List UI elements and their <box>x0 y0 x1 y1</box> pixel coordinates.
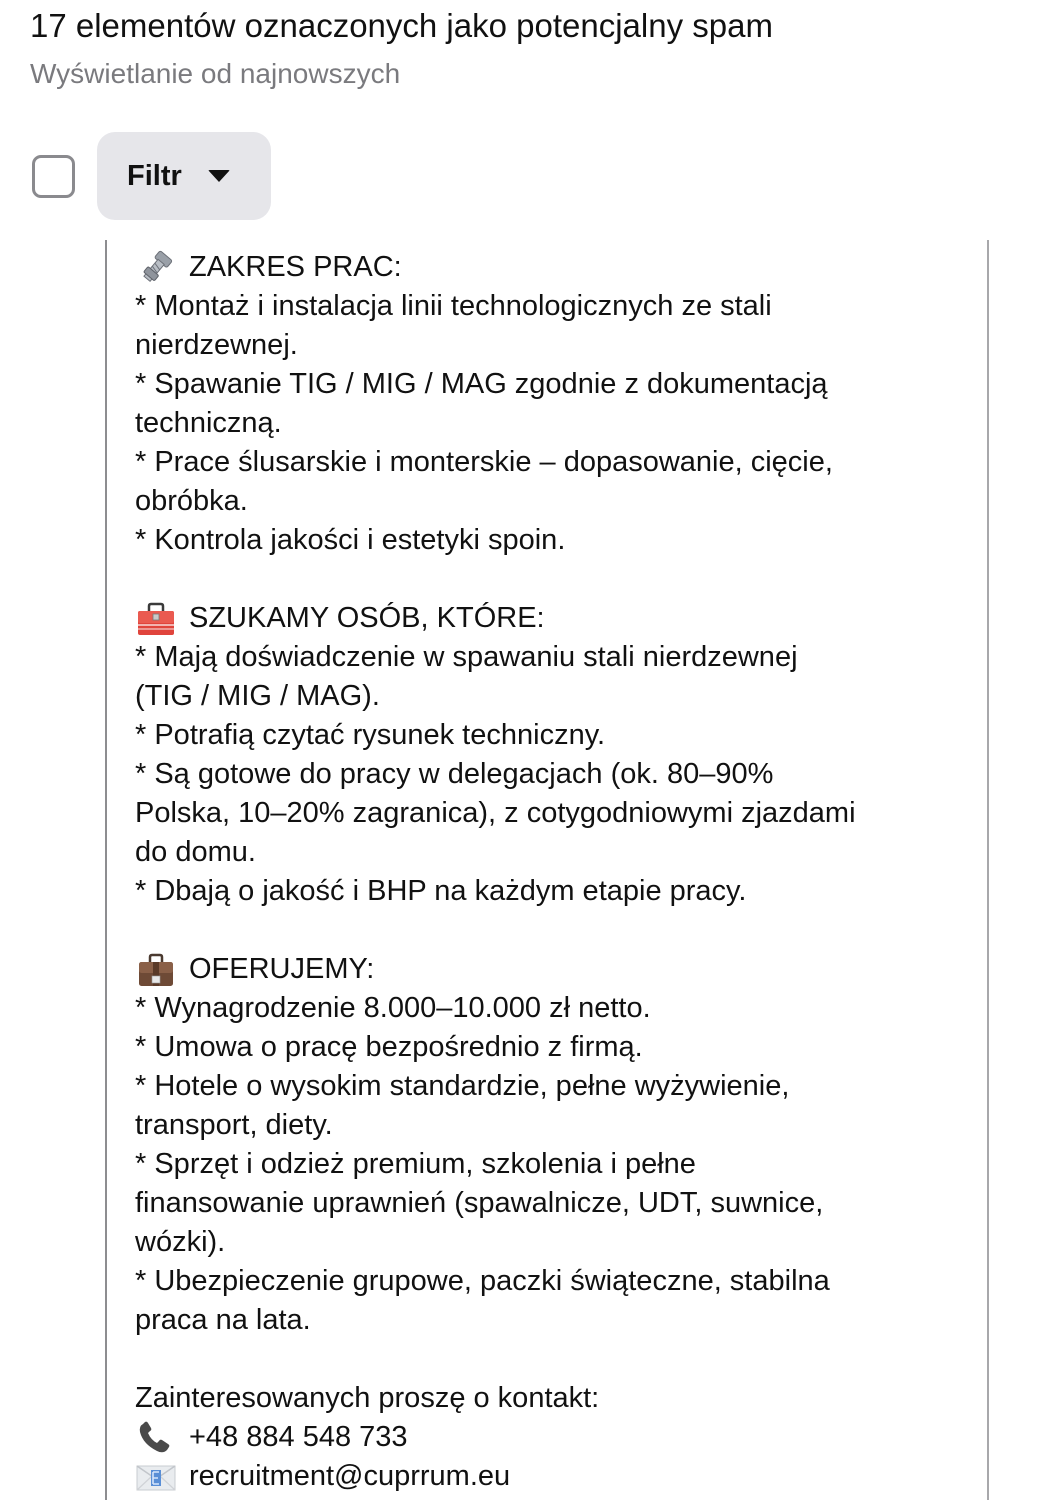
section-heading <box>135 599 987 638</box>
post-content <box>105 240 989 1500</box>
post-line: * Umowa o pracę bezpośrednio z firmą. <box>135 1031 643 1063</box>
blank-line <box>135 560 987 599</box>
toolbox-icon <box>135 601 177 637</box>
blank-line <box>135 911 987 950</box>
section-heading-text: ZAKRES PRAC: <box>189 251 402 283</box>
post-line: * Są gotowe do pracy w delegacjach (ok. 80–90% <box>135 758 774 790</box>
post-line: nierdzewnej. <box>135 329 298 361</box>
section-heading <box>135 950 987 989</box>
nut-and-bolt-icon <box>135 250 177 286</box>
post-line: wózki). <box>135 1226 226 1258</box>
post-line: finansowanie uprawnień (spawalnicze, UDT, suwnice, <box>135 1187 824 1219</box>
post-line: * Sprzęt i odzież premium, szkolenia i pełne <box>135 1148 696 1180</box>
section-heading-text: SZUKAMY OSÓB, KTÓRE: <box>189 602 545 634</box>
e-mail-icon <box>135 1459 177 1495</box>
post-line: (TIG / MIG / MAG). <box>135 680 380 712</box>
post-line: * Dbają o jakość i BHP na każdym etapie pracy. <box>135 875 747 907</box>
page-title: 17 elementów oznaczonych jako potencjalny spam <box>30 7 773 44</box>
sort-order-label: Wyświetlanie od najnowszych <box>30 58 401 89</box>
post-line: praca na lata. <box>135 1304 311 1336</box>
post-line: * Prace ślusarskie i monterskie – dopasowanie, cięcie, <box>135 446 833 478</box>
post-line: * Kontrola jakości i estetyki spoin. <box>135 524 566 556</box>
section-heading-text: OFERUJEMY: <box>189 953 375 985</box>
blank-line <box>135 1340 987 1379</box>
select-all-checkbox[interactable] <box>32 155 75 198</box>
caret-down-icon <box>208 170 230 182</box>
email-address[interactable]: recruitment@cuprrum.eu <box>189 1460 511 1492</box>
post-line: * Mają doświadczenie w spawaniu stali nierdzewnej <box>135 641 798 673</box>
post-line: * Montaż i instalacja linii technologicznych ze stali <box>135 290 772 322</box>
post-line: techniczną. <box>135 407 282 439</box>
post-line: obróbka. <box>135 485 248 517</box>
post-line: Polska, 10–20% zagranica), z cotygodniowymi zjazdami <box>135 797 856 829</box>
telephone-receiver-icon <box>135 1420 177 1456</box>
post-line: * Spawanie TIG / MIG / MAG zgodnie z dokumentacją <box>135 368 828 400</box>
phone-number[interactable]: +48 884 548 733 <box>189 1421 408 1453</box>
contact-intro: Zainteresowanych proszę o kontakt: <box>135 1382 600 1414</box>
contact-phone <box>135 1418 987 1457</box>
post-line: transport, diety. <box>135 1109 333 1141</box>
post-line: do domu. <box>135 836 256 868</box>
filter-button-label: Filtr <box>127 159 182 192</box>
section-heading <box>135 248 987 287</box>
post-line: * Hotele o wysokim standardzie, pełne wyżywienie, <box>135 1070 790 1102</box>
post-line: * Wynagrodzenie 8.000–10.000 zł netto. <box>135 992 651 1024</box>
contact-email <box>135 1457 987 1496</box>
post-line: * Ubezpieczenie grupowe, paczki świąteczne, stabilna <box>135 1265 830 1297</box>
filter-button[interactable] <box>97 132 271 220</box>
briefcase-icon <box>135 952 177 988</box>
post-line: * Potrafią czytać rysunek techniczny. <box>135 719 606 751</box>
